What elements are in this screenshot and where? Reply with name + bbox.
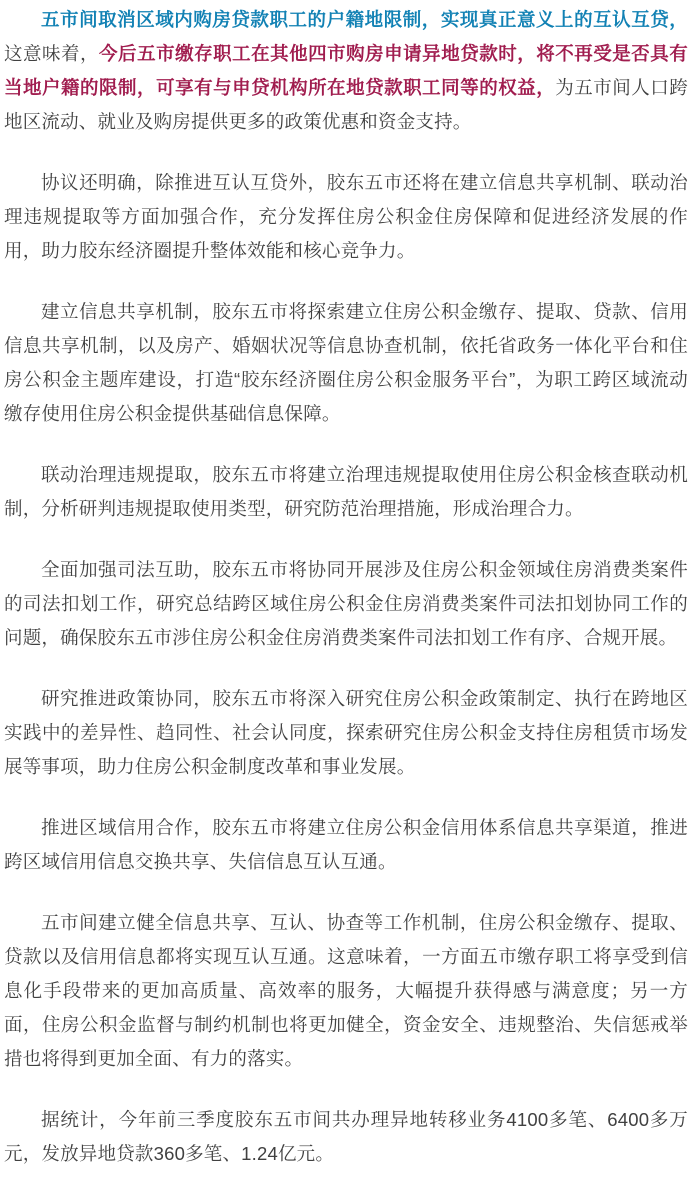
paragraph-9 <box>4 1103 688 1171</box>
body-text: 研究推进政策协同，胶东五市将深入研究住房公积金政策制定、执行在跨地区实践中的差异性、趋同性、社会认同度，探索研究住房公积金支持住房租赁市场发展等事项，助力住房公积金制度改革和事业发展。 <box>4 688 688 777</box>
body-text: 为五市间人口跨地区流动、就业及购房提供更多的政策优惠和资金支持。 <box>4 77 688 132</box>
body-text: 全面加强司法互助，胶东五市将协同开展涉及住房公积金领域住房消费类案件的司法扣划工作，研究总结跨区域住房公积金住房消费类案件司法扣划协同工作的问题，确保胶东五市涉住房公积金住房消费类案件司法扣划工作有序、合规开展。 <box>4 559 688 648</box>
paragraph-5 <box>4 553 688 655</box>
body-text: 五市间建立健全信息共享、互认、协查等工作机制，住房公积金缴存、提取、贷款以及信用信息都将实现互认互通。这意味着，一方面五市缴存职工将享受到信息化手段带来的更加高质量、高效率的服务，大幅提升获得感与满意度；另一方面，住房公积金监督与制约机制也将更加健全，资金安全、违规整治、失信惩戒举措也将得到更加全面、有力的落实。 <box>4 912 688 1069</box>
paragraph-6 <box>4 682 688 784</box>
body-text: 推进区域信用合作，胶东五市将建立住房公积金信用体系信息共享渠道，推进跨区域信用信息交换共享、失信信息互认互通。 <box>4 817 688 872</box>
body-text: 建立信息共享机制，胶东五市将探索建立住房公积金缴存、提取、贷款、信用信息共享机制，以及房产、婚姻状况等信息协查机制，依托省政务一体化平台和住房公积金主题库建设，打造“胶东经济圈住房公积金服务平台”，为职工跨区域流动缴存使用住房公积金提供基础信息保障。 <box>4 301 688 424</box>
body-text: 这意味着， <box>4 43 100 64</box>
paragraph-7 <box>4 811 688 879</box>
paragraph-8 <box>4 906 688 1076</box>
paragraph-2 <box>4 166 688 268</box>
highlight-red-text: 今后五市缴存职工在其他四市购房申请异地贷款时，将不再受是否具有当地户籍的限制，可享有与申贷机构所在地贷款职工同等的权益， <box>4 43 688 98</box>
paragraph-4 <box>4 458 688 526</box>
body-text: 协议还明确，除推进互认互贷外，胶东五市还将在建立信息共享机制、联动治理违规提取等方面加强合作，充分发挥住房公积金住房保障和促进经济发展的作用，助力胶东经济圈提升整体效能和核心竞争力。 <box>4 172 688 261</box>
body-text: 联动治理违规提取，胶东五市将建立治理违规提取使用住房公积金核查联动机制，分析研判违规提取使用类型，研究防范治理措施，形成治理合力。 <box>4 464 688 519</box>
body-text: 据统计，今年前三季度胶东五市间共办理异地转移业务4100多笔、6400多万元，发放异地贷款360多笔、1.24亿元。 <box>4 1109 688 1164</box>
paragraph-3 <box>4 295 688 431</box>
highlight-blue-text: 五市间取消区域内购房贷款职工的户籍地限制，实现真正意义上的互认互贷， <box>41 9 688 30</box>
paragraph-1 <box>4 3 688 139</box>
